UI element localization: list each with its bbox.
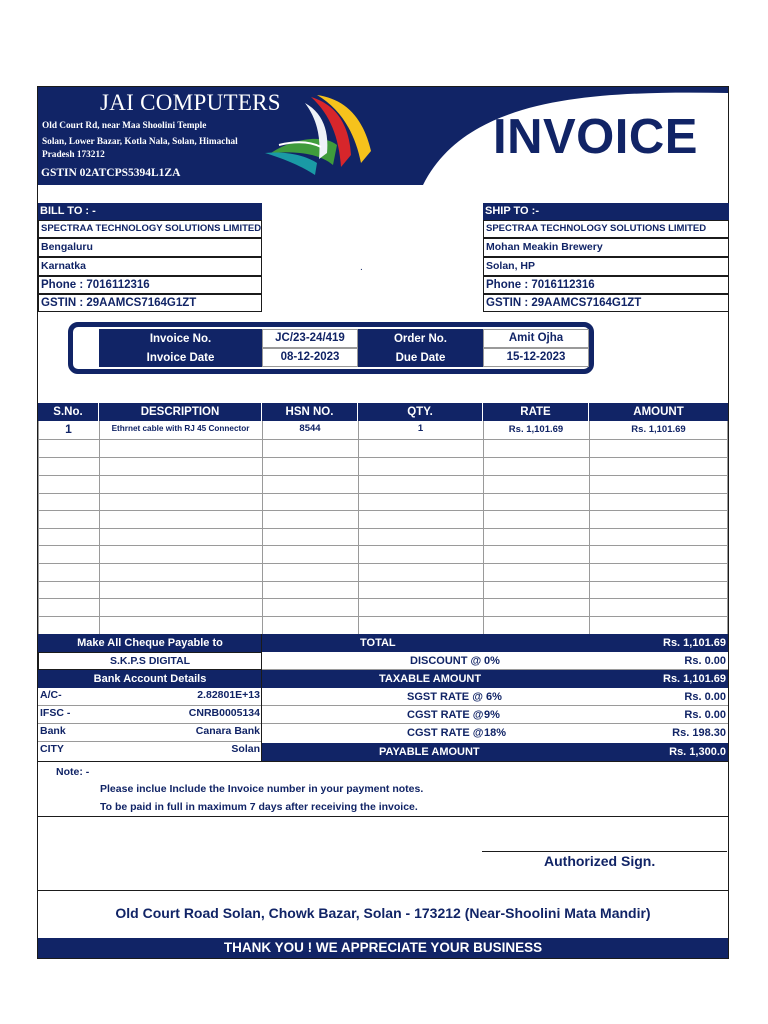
ship-to-place: Mohan Meakin Brewery — [483, 238, 729, 257]
company-address-line2: Solan, Lower Bazar, Kotla Nala, Solan, Himachal — [42, 137, 238, 147]
company-address-line1: Old Court Rd, near Maa Shoolini Temple — [42, 121, 207, 131]
cgst-pct: 9% — [484, 709, 500, 721]
ship-to-city: Solan, HP — [483, 257, 729, 276]
cgst-row-2 — [262, 724, 728, 742]
company-gstin: GSTIN 02ATCPS5394L1ZA — [41, 167, 181, 179]
discount-value: Rs. 0.00 — [684, 655, 726, 667]
bill-to-phone: Phone : 7016112316 — [38, 276, 262, 294]
order-no-label: Order No. — [358, 329, 483, 348]
total-label: TOTAL — [360, 637, 396, 649]
due-date-value: 15-12-2023 — [483, 348, 589, 367]
bank-row-label: IFSC - — [40, 707, 71, 719]
company-logo-icon — [265, 93, 375, 177]
notes-section — [38, 761, 728, 817]
notes-label: Note: - — [56, 766, 90, 778]
bank-row-bank — [38, 724, 262, 742]
cgst-label: CGST RATE @ — [407, 727, 484, 739]
bill-to-name: SPECTRAA TECHNOLOGY SOLUTIONS LIMITED — [38, 220, 262, 238]
ship-to-label: SHIP TO :- — [483, 203, 729, 220]
authorized-sign-label: Authorized Sign. — [544, 853, 656, 869]
cgst-pct: 18% — [484, 727, 507, 739]
col-header-sno: S.No. — [38, 403, 99, 421]
cgst-row-1 — [262, 706, 728, 724]
bank-row-label: Bank — [40, 725, 66, 737]
cell-description: Ethrnet cable with RJ 45 Connector — [111, 424, 250, 433]
bill-to-label: BILL TO : - — [38, 203, 262, 220]
cell-qty: 1 — [417, 423, 424, 434]
bank-row-label: CITY — [40, 743, 64, 755]
cgst-label: CGST RATE @ — [407, 709, 484, 721]
taxable-value: Rs. 1,101.69 — [663, 673, 726, 685]
footer-thank-you: THANK YOU ! WE APPRECIATE YOUR BUSINESS — [38, 938, 728, 958]
discount-pct: 0% — [484, 655, 500, 667]
bank-row-value: 2.82801E+13 — [197, 689, 260, 701]
payable-label: PAYABLE AMOUNT — [379, 746, 480, 758]
separator-dot: . — [360, 262, 363, 273]
cell-sno: 1 — [65, 422, 72, 436]
cell-rate: Rs. 1,101.69 — [508, 424, 564, 435]
bank-row-account — [38, 688, 262, 706]
total-row — [262, 634, 728, 652]
bill-to-gstin: GSTIN : 29AAMCS7164G1ZT — [38, 294, 262, 312]
col-header-qty: QTY. — [358, 403, 483, 421]
invoice-no-value: JC/23-24/419 — [262, 329, 358, 348]
footer-address: Old Court Road Solan, Chowk Bazar, Solan - 173212 (Near-Shoolini Mata Mandir) — [115, 905, 651, 921]
notes-line1: Please inclue Include the Invoice number in your payment notes. — [100, 783, 424, 795]
total-value: Rs. 1,101.69 — [663, 637, 726, 649]
taxable-label: TAXABLE AMOUNT — [379, 673, 482, 685]
bill-to-state: Karnatka — [38, 257, 262, 276]
sgst-label: SGST RATE @ — [407, 691, 483, 703]
signature-divider — [38, 890, 728, 891]
bank-row-value: CNRB0005134 — [188, 707, 260, 719]
signature-line — [482, 851, 727, 852]
cell-hsn: 8544 — [299, 423, 321, 434]
discount-row — [262, 652, 728, 670]
company-name: JAI COMPUTERS — [100, 90, 281, 115]
payee-name: S.K.P.S DIGITAL — [38, 652, 262, 670]
notes-line2: To be paid in full in maximum 7 days after receiving the invoice. — [100, 801, 418, 813]
col-header-amount: AMOUNT — [589, 403, 728, 421]
sgst-row — [262, 688, 728, 706]
items-table-grid — [38, 421, 728, 634]
table-row — [38, 421, 728, 439]
bank-row-ifsc — [38, 706, 262, 724]
invoice-header — [38, 87, 728, 185]
cgst-value: Rs. 198.30 — [672, 727, 726, 739]
bank-row-value: Solan — [231, 743, 260, 755]
cgst-value: Rs. 0.00 — [684, 709, 726, 721]
items-table — [38, 403, 728, 634]
cell-amount: Rs. 1,101.69 — [631, 424, 686, 435]
sgst-pct: 6% — [486, 691, 502, 703]
payable-value: Rs. 1,300.0 — [669, 746, 726, 758]
taxable-row — [262, 670, 728, 688]
payable-row — [262, 743, 728, 761]
col-header-rate: RATE — [483, 403, 589, 421]
ship-to-gstin: GSTIN : 29AAMCS7164G1ZT — [483, 294, 729, 312]
col-header-hsn: HSN NO. — [262, 403, 358, 421]
ship-to-phone: Phone : 7016112316 — [483, 276, 729, 294]
col-header-description: DESCRIPTION — [99, 403, 262, 421]
discount-label: DISCOUNT @ — [410, 655, 482, 667]
cheque-payable-label: Make All Cheque Payable to — [38, 634, 262, 652]
document-title: INVOICE — [493, 110, 698, 164]
invoice-date-value: 08-12-2023 — [262, 348, 358, 367]
sgst-value: Rs. 0.00 — [684, 691, 726, 703]
ship-to-name: SPECTRAA TECHNOLOGY SOLUTIONS LIMITED — [483, 220, 729, 238]
company-address-line3: Pradesh 173212 — [42, 150, 105, 160]
invoice-date-label: Invoice Date — [99, 348, 262, 367]
due-date-label: Due Date — [358, 348, 483, 367]
bank-row-value: Canara Bank — [195, 725, 260, 737]
bill-to-city: Bengaluru — [38, 238, 262, 257]
order-no-value: Amit Ojha — [483, 329, 589, 348]
invoice-no-label: Invoice No. — [99, 329, 262, 348]
bank-details-label: Bank Account Details — [38, 670, 262, 688]
bank-row-label: A/C- — [40, 689, 62, 701]
bank-row-city — [38, 742, 262, 761]
